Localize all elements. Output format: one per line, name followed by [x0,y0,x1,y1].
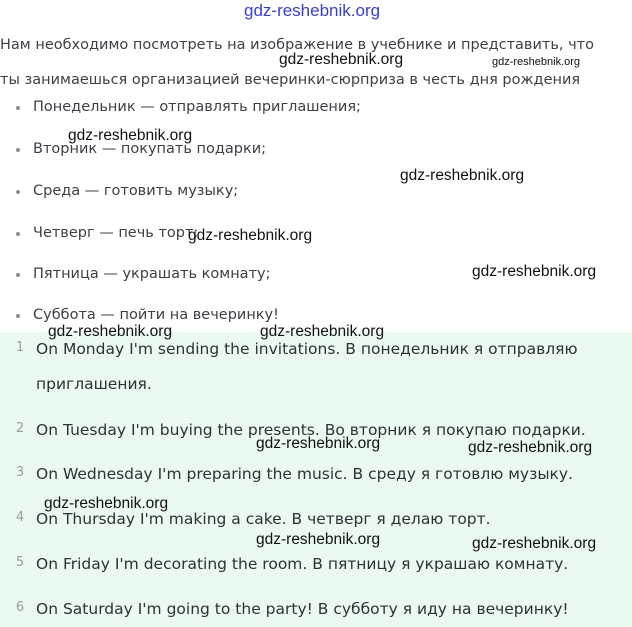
answer-number: 1 [15,340,25,355]
watermark-text: gdz-reshebnik.org [468,439,593,456]
bullet-dot-icon [16,148,20,152]
answer-text: On Monday I'm sending the invitations. В понедельник я отправляю приглашения. [36,340,578,393]
intro-line-1: Нам необходимо посмотреть на изображение в учебнике и представить, что [0,37,594,53]
answer-panel [0,332,632,627]
bullet-dot-icon [16,314,20,318]
plan-item-text: Суббота — пойти на вечеринку! [33,307,279,323]
watermark-text: gdz-reshebnik.org [472,535,597,552]
answer-text: On Friday I'm decorating the room. В пятницу я украшаю комнату. [36,555,569,573]
plan-item-text: Понедельник — отправлять приглашения; [33,99,361,115]
answer-text: On Thursday I'm making a cake. В четверг я делаю торт. [36,510,491,528]
plan-item-text: Четверг — печь торт; [33,225,199,241]
answer-number: 6 [15,600,25,615]
answer-text: On Saturday I'm going to the party! В субботу я иду на вечеринку! [36,600,569,618]
watermark-text: gdz-reshebnik.org [400,167,525,184]
answer-number: 3 [15,465,25,480]
watermark-text: gdz-reshebnik.org [492,56,581,68]
bullet-dot-icon [16,190,20,194]
answer-number: 5 [15,555,25,570]
watermark-text: gdz-reshebnik.org [44,495,169,512]
watermark-text: gdz-reshebnik.org [256,435,381,452]
bullet-dot-icon [16,273,20,277]
answer-number: 2 [15,421,25,436]
intro-line-2: ты занимаешься организацией вечеринки-сюрприза в честь дня рождения [0,72,581,88]
answer-number: 4 [15,510,25,525]
watermark-text: gdz-reshebnik.org [188,227,313,244]
plan-item-text: Пятница — украшать комнату; [33,266,271,282]
watermark-text: gdz-reshebnik.org [68,127,193,144]
watermark-text: gdz-reshebnik.org [279,51,404,68]
watermark-text: gdz-reshebnik.org [472,263,597,280]
answer-text: On Tuesday I'm buying the presents. Во вторник я покупаю подарки. [36,421,586,439]
bullet-dot-icon [16,232,20,236]
plan-item-text: Вторник — покупать подарки; [33,141,267,157]
watermark-text: gdz-reshebnik.org [48,323,173,340]
site-header-watermark: gdz-reshebnik.org [244,1,381,20]
bullet-dot-icon [16,106,20,110]
watermark-text: gdz-reshebnik.org [256,531,381,548]
watermark-text: gdz-reshebnik.org [260,323,385,340]
plan-item-text: Среда — готовить музыку; [33,183,239,199]
answer-text: On Wednesday I'm preparing the music. В среду я готовлю музыку. [36,465,574,483]
